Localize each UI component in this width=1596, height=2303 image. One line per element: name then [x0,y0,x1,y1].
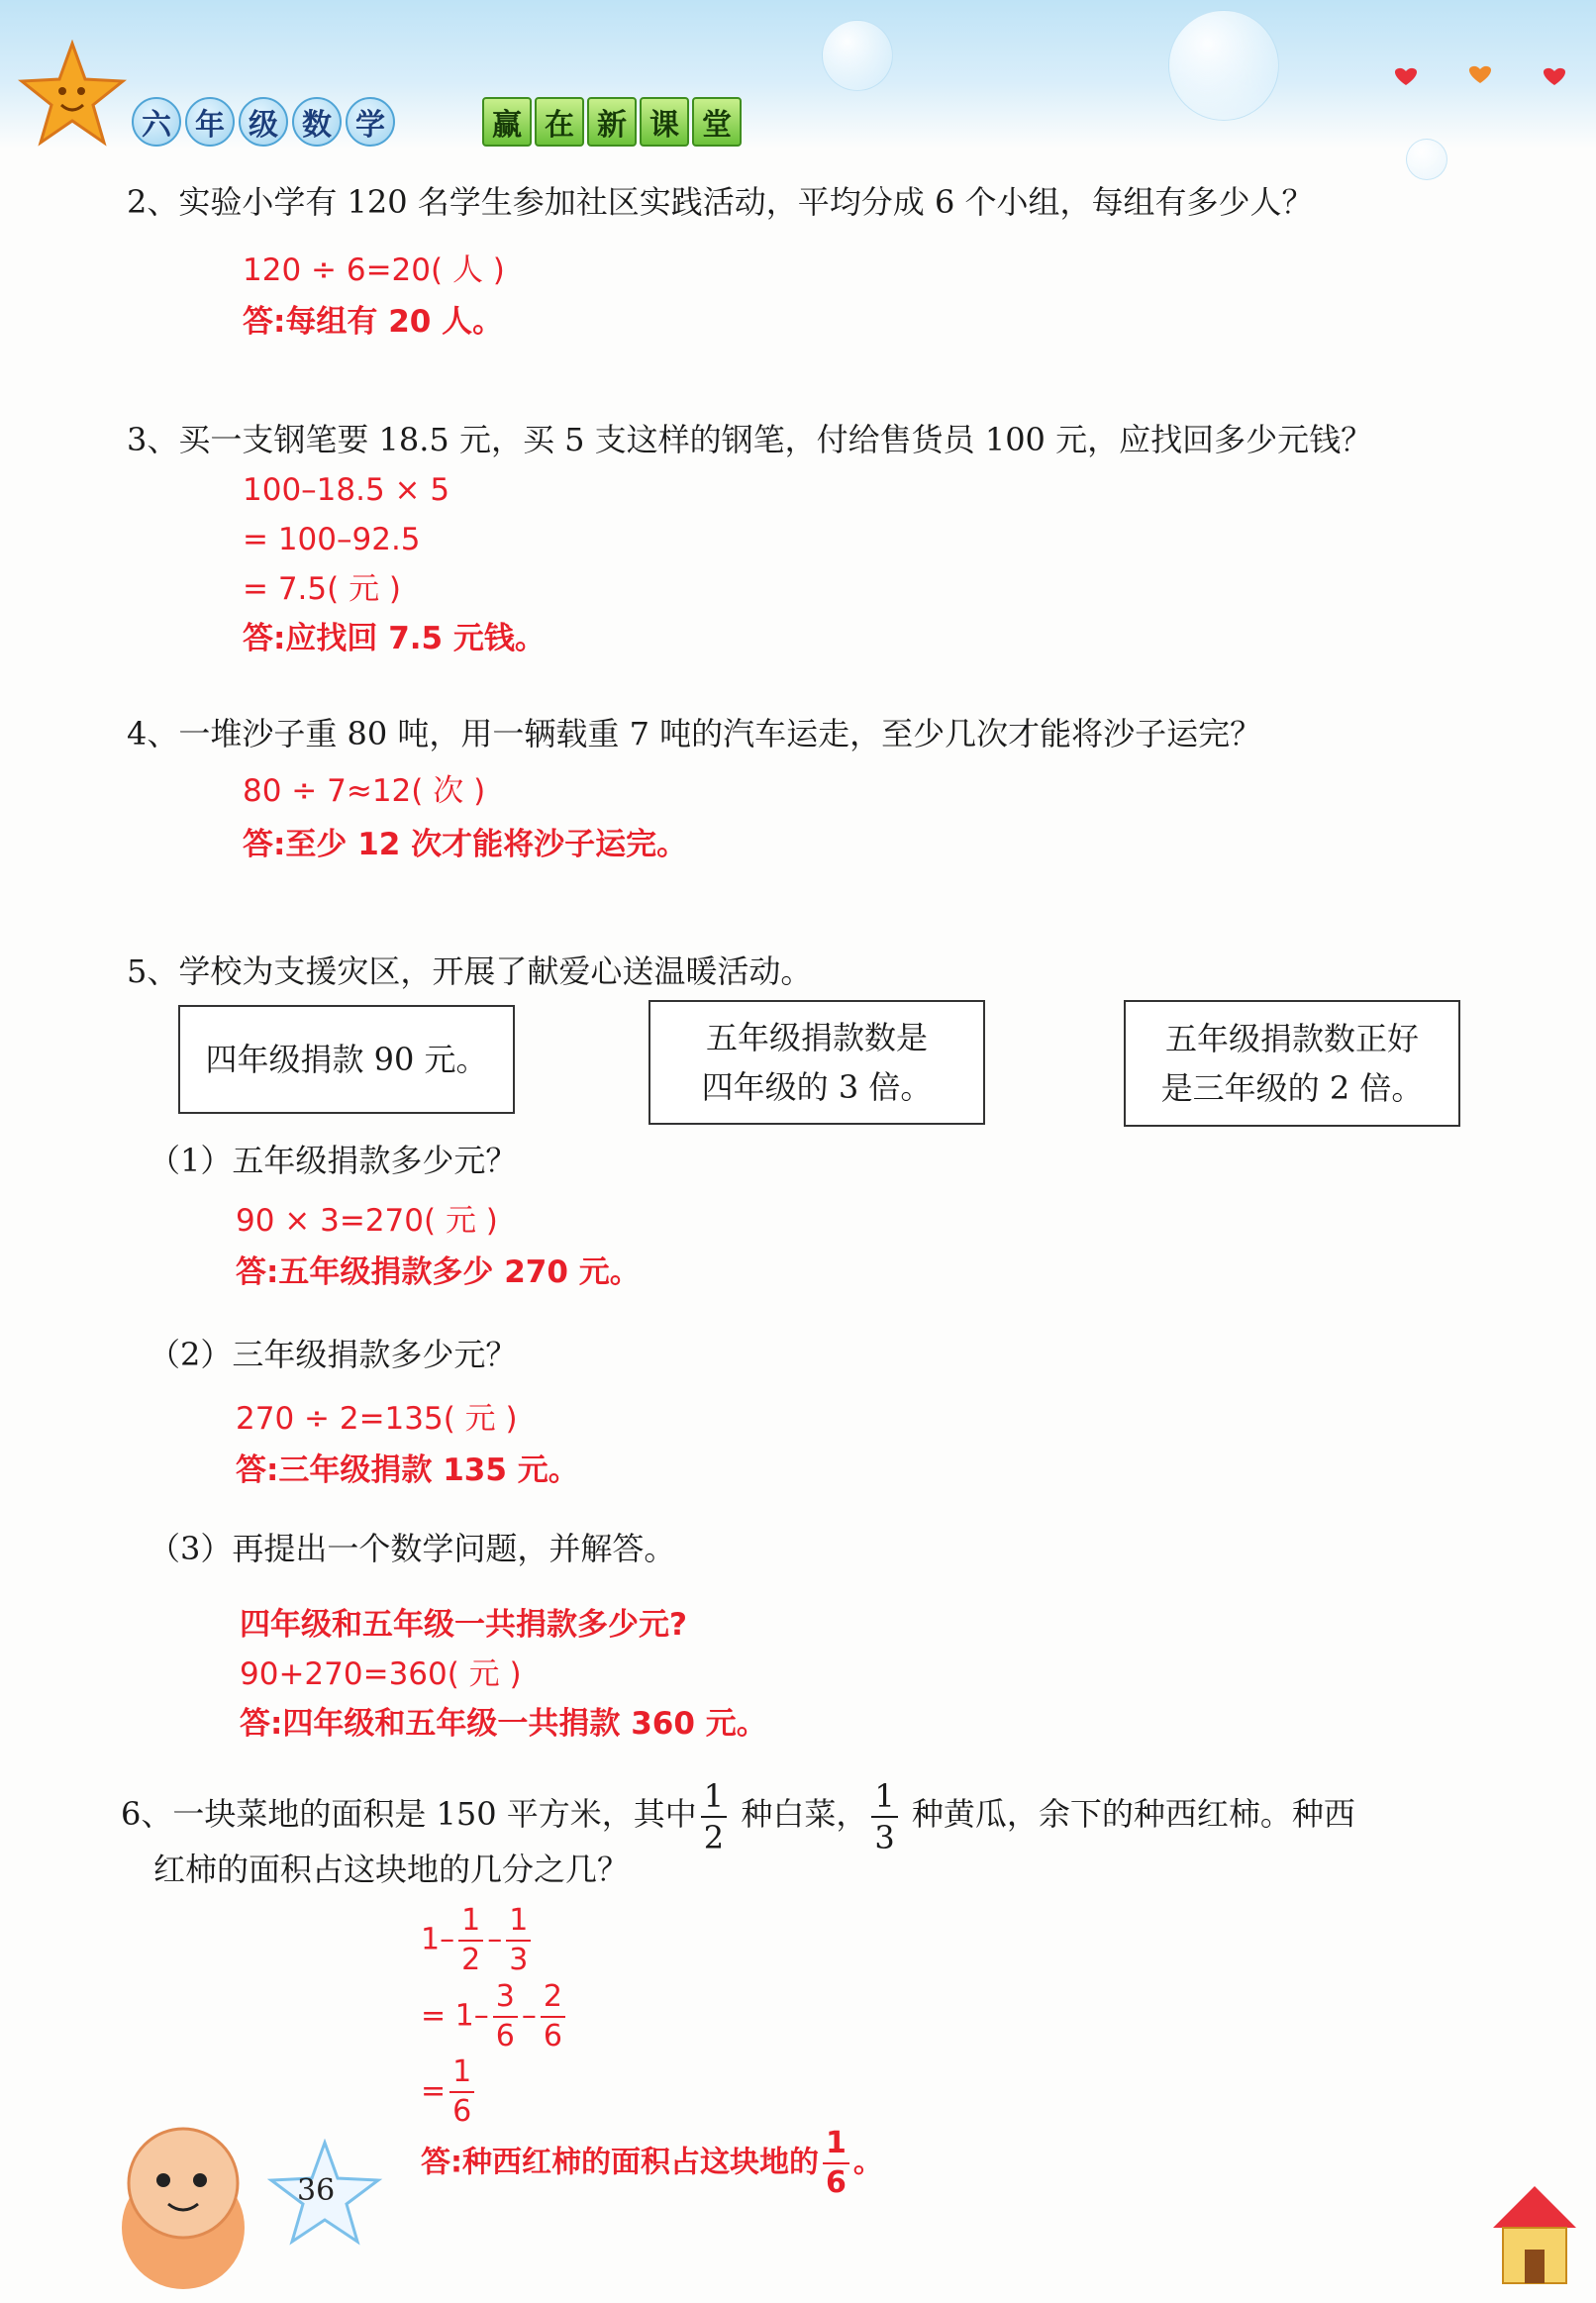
decor-bubble [1406,139,1447,180]
fraction [823,2126,849,2200]
q6-step-1 [421,1903,535,1977]
hearts-icon [1386,63,1584,93]
question-3: 3、买一支钢笔要 18.5 元，买 5 支这样的钢笔，付给售货员 100 元，应找回多少元钱？ [127,421,1373,458]
series-char: 数 [292,97,342,147]
expr-text: 1– [421,1922,455,1957]
q3-answer: 答:应找回 7.5 元钱。 [243,621,546,656]
q6-text-a: 6、一块菜地的面积是 150 平方米，其中 [121,1795,697,1833]
card-text: 是三年级的 2 倍。 [1160,1069,1424,1107]
house-icon [1485,2178,1584,2287]
series-char: 学 [346,97,395,147]
question-6-line-2: 红柿的面积占这块地的几分之几？ [153,1851,630,1888]
question-5-part-3: （3）再提出一个数学问题，并解答。 [149,1530,676,1567]
q5p3-calculation: 90+270=360( 元 ) [240,1656,522,1692]
q5p2-calculation: 270 ÷ 2=135( 元 ) [236,1401,518,1437]
fraction-one-third [871,1776,897,1856]
question-2: 2、实验小学有 120 名学生参加社区实践活动，平均分成 6 个小组，每组有多少人？ [127,183,1314,221]
brand-title [482,97,742,147]
q5p3-question: 四年级和五年级一共捐款多少元? [240,1607,687,1643]
series-char: 年 [185,97,235,147]
q3-step-2: = 100–92.5 [243,522,421,557]
numerator: 1 [458,1906,483,1942]
brand-char: 赢 [482,97,532,147]
question-5-part-2: （2）三年级捐款多少元？ [149,1336,518,1373]
series-title [132,97,395,147]
card-text: 四年级的 3 倍。 [701,1068,933,1106]
denominator: 6 [452,2094,472,2129]
answer-text: 答:种西红柿的面积占这块地的 [421,2145,819,2180]
numerator: 1 [506,1906,531,1942]
card-text: 五年级捐款数正好 [1164,1020,1419,1057]
brand-char: 课 [640,97,689,147]
numerator: 2 [541,1982,565,2018]
numerator: 1 [823,2129,849,2164]
card-text: 五年级捐款数是 [705,1019,928,1056]
q2-answer: 答:每组有 20 人。 [243,304,504,340]
fraction [493,1979,518,2053]
numerator: 1 [449,2057,474,2093]
decor-bubble [1168,10,1279,121]
q6-step-3 [421,2054,478,2129]
fraction [458,1903,483,1977]
q6-answer [421,2126,883,2200]
fraction-one-half [701,1776,727,1856]
q5p1-calculation: 90 × 3=270( 元 ) [236,1203,498,1239]
info-card-grade3 [1124,1000,1460,1127]
q3-step-1: 100–18.5 × 5 [243,472,450,508]
q6-text-b: 种白菜， [741,1795,868,1833]
answer-text: 。 [852,2145,883,2180]
q5p1-answer: 答:五年级捐款多少 270 元。 [236,1254,641,1290]
q6-text-c: 种黄瓜，余下的种西红柿。种西 [911,1795,1355,1833]
question-6 [121,1774,1355,1856]
q4-calculation: 80 ÷ 7≈12( 次 ) [243,773,486,809]
q5p2-answer: 答:三年级捐款 135 元。 [236,1452,579,1488]
question-5-part-1: （1）五年级捐款多少元？ [149,1142,518,1179]
denominator: 2 [703,1818,725,1856]
denominator: 6 [495,2019,515,2053]
decor-bubble [822,20,893,91]
brand-char: 在 [535,97,584,147]
q5p3-answer: 答:四年级和五年级一共捐款 360 元。 [240,1706,767,1742]
series-char: 级 [239,97,288,147]
mascot-icon [89,2109,277,2297]
numerator: 1 [701,1780,727,1818]
q3-step-3: = 7.5( 元 ) [243,571,402,607]
question-4: 4、一堆沙子重 80 吨，用一辆载重 7 吨的汽车运走，至少几次才能将沙子运完？ [127,715,1262,752]
info-card-grade5 [648,1000,985,1125]
question-5: 5、学校为支援灾区，开展了献爱心送温暖活动。 [127,952,813,990]
brand-char: 新 [587,97,637,147]
numerator: 1 [871,1780,897,1818]
page-number: 36 [297,2173,336,2208]
card-text: 四年级捐款 90 元。 [205,1041,488,1078]
denominator: 3 [874,1818,895,1856]
star-icon [18,40,127,149]
expr-text: = 1– [421,1998,489,2034]
series-char: 六 [132,97,181,147]
denominator: 6 [543,2019,562,2053]
q2-calculation: 120 ÷ 6=20( 人 ) [243,252,505,288]
q4-answer: 答:至少 12 次才能将沙子运完。 [243,827,688,862]
minus-sign: – [487,1922,503,1957]
denominator: 2 [461,1943,481,1977]
brand-char: 堂 [692,97,742,147]
numerator: 3 [493,1982,518,2018]
fraction [506,1903,531,1977]
info-card-grade4 [178,1005,515,1114]
fraction [449,2054,474,2129]
q6-step-2 [421,1979,569,2053]
fraction [541,1979,565,2053]
minus-sign: – [521,1998,537,2034]
denominator: 6 [826,2165,847,2200]
denominator: 3 [509,1943,529,1977]
expr-text: = [421,2073,447,2109]
